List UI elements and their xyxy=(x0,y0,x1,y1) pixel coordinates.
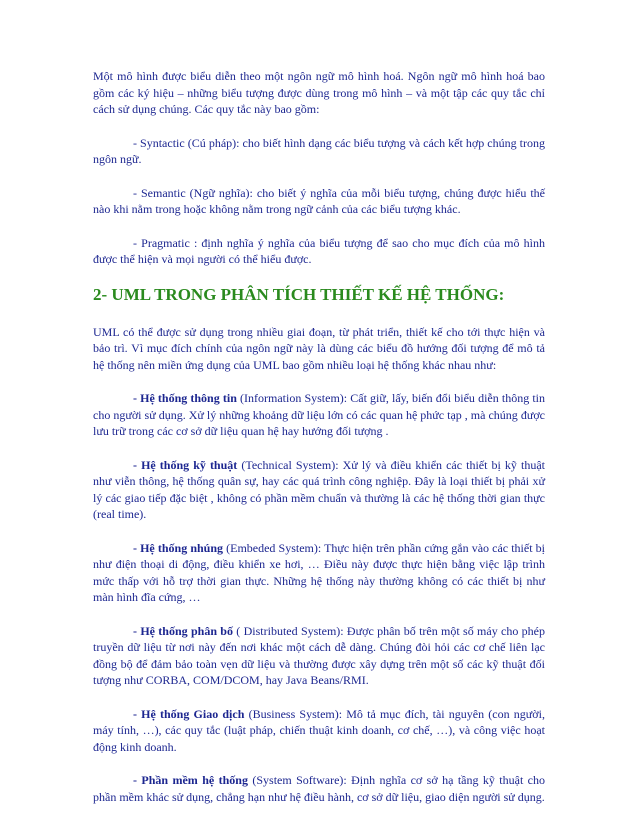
system-type-desc: (Information System): Cất giữ, lấy, biến đổi biểu diễn thông tin cho người sử dụng. Xử lý những khoảng dữ liệu lớn có các quan hệ phức tạp , mà chúng được lưu trữ trong các cơ sở dữ liệu quan hệ hay hướng đối tượng . xyxy=(93,391,545,438)
system-type-information xyxy=(93,390,545,440)
rule-syntactic: - Syntactic (Cú pháp): cho biết hình dạng các biểu tượng và cách kết hợp chúng trong ngôn ngữ. xyxy=(93,135,545,166)
system-type-distributed xyxy=(93,623,545,689)
system-type-software xyxy=(93,772,545,805)
system-type-term: - Hệ thống nhúng xyxy=(133,540,224,555)
system-type-term: - Hệ thống kỹ thuật xyxy=(133,457,238,472)
system-type-desc: (System Software): Định nghĩa cơ sở hạ tầng kỹ thuật cho phần mềm khác sử dụng, chẳng hạn như hệ điều hành, cơ sở dữ liệu, giao diện người sử dụng. xyxy=(93,773,546,804)
system-type-desc: ( Distributed System): Được phân bố trên một số máy cho phép truyền dữ liệu từ nơi này đến nơi khác một cách dễ dàng. Chúng đòi hỏi các cơ chế liên lạc đồng bộ để đảm bảo toàn vẹn dữ liệu và thường được xây dựng trên một số các kỹ thuật đối tượng như CORBA, COM/DCOM, hay Java Beans/RMI. xyxy=(93,623,545,687)
system-type-business xyxy=(93,706,545,756)
rule-pragmatic: - Pragmatic : định nghĩa ý nghĩa của biểu tượng để sao cho mục đích của mô hình được thể hiện và mọi người có thể hiểu được. xyxy=(93,235,545,266)
system-type-desc: (Technical System): Xử lý và điều khiển các thiết bị kỹ thuật như viễn thông, hệ thống quân sự, hay các quá trình công nghiệp. Đây là loại thiết bị phải xử lý các giao tiếp đặc biệt , không có phần mềm chuẩn và thường là các hệ thống thời gian thực (real time). xyxy=(93,457,545,521)
system-type-desc: (Embeded System): Thực hiện trên phần cứng gắn vào các thiết bị như điện thoại di động, điều khiển xe hơi, … Điều này được thực hiện bằng việc lập trình mức thấp với hỗ trợ thời gian thực. Những hệ thống này thường không có các thiết bị như màn hình đĩa cứng, … xyxy=(93,540,545,604)
document-page xyxy=(93,68,545,822)
rule-semantic: - Semantic (Ngữ nghĩa): cho biết ý nghĩa của mỗi biểu tượng, chúng được hiểu thế nào khi nằm trong hoặc không nằm trong ngữ cảnh của các biểu tượng khác. xyxy=(93,185,545,216)
system-type-term: - Hệ thống Giao dịch xyxy=(133,706,245,721)
system-type-technical xyxy=(93,457,545,523)
section-heading: 2- UML TRONG PHÂN TÍCH THIẾT KẾ HỆ THỐNG: xyxy=(93,284,505,304)
system-type-embedded xyxy=(93,540,545,606)
system-type-term: - Phần mềm hệ thống xyxy=(133,773,248,787)
system-type-term: - Hệ thống thông tin xyxy=(133,391,237,405)
system-type-desc: (Business System): Mô tả mục đích, tài nguyên (con người, máy tính, …), các quy tắc (luật pháp, chiến thuật kinh doanh, cơ chế, …), và công việc hoạt động kinh doanh. xyxy=(93,706,545,754)
intro-paragraph: Một mô hình được biểu diễn theo một ngôn ngữ mô hình hoá. Ngôn ngữ mô hình hoá bao gồm các ký hiệu – những biểu tượng được dùng trong mô hình – và một tập các quy tắc chỉ cách sử dụng chúng. Các quy tắc này bao gồm: xyxy=(93,69,545,116)
section-intro: UML có thể được sử dụng trong nhiều giai đoạn, từ phát triển, thiết kế cho tới thực hiện và bảo trì. Vì mục đích chính của ngôn ngữ này là dùng các biểu đồ hướng đối tượng để mô tả hệ thống nên miền ứng dụng của UML bao gồm nhiều loại hệ thống khác nhau như: xyxy=(93,324,545,372)
system-type-term: - Hệ thống phân bố xyxy=(133,623,233,638)
